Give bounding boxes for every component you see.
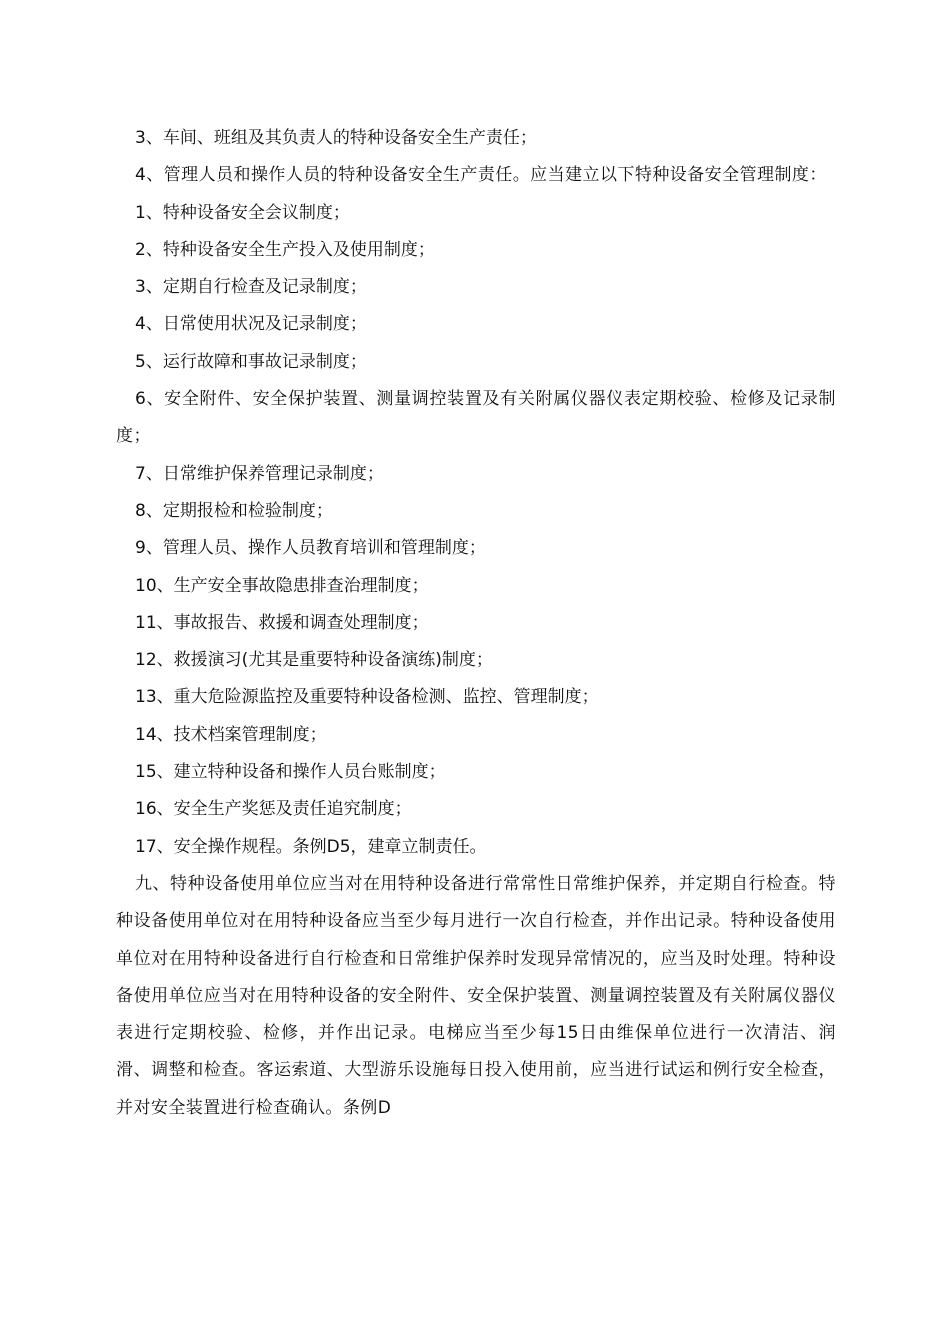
paragraph-rule-14: 14、技术档案管理制度；: [135, 724, 327, 745]
document-page: [116, 120, 836, 1127]
paragraph-item-4-management-responsibility: 4、管理人员和操作人员的特种设备安全生产责任。应当建立以下特种设备安全管理制度：: [135, 165, 827, 186]
paragraph-rule-4: 4、日常使用状况及记录制度；: [135, 314, 367, 335]
paragraph-rule-10: 10、生产安全事故隐患排查治理制度；: [135, 575, 429, 596]
paragraph-rule-12: 12、救援演习(尤其是重要特种设备演练)制度；: [135, 650, 493, 671]
paragraph-rule-13: 13、重大危险源监控及重要特种设备检测、监控、管理制度；: [135, 687, 599, 708]
paragraph-rule-8: 8、定期报检和检验制度；: [135, 500, 333, 521]
paragraph-rule-15: 15、建立特种设备和操作人员台账制度；: [135, 762, 446, 783]
paragraph-rule-6: 6、安全附件、安全保护装置、测量调控装置及有关附属仪器仪表定期校验、检修及记录制度；: [116, 389, 836, 447]
paragraph-item-3-workshop-responsibility: 3、车间、班组及其负责人的特种设备安全生产责任；: [135, 128, 537, 148]
paragraph-rule-3: 3、定期自行检查及记录制度；: [135, 277, 367, 298]
paragraph-rule-7: 7、日常维护保养管理记录制度；: [135, 463, 384, 484]
paragraph-rule-5: 5、运行故障和事故记录制度；: [135, 351, 367, 372]
paragraph-rule-16: 16、安全生产奖惩及责任追究制度；: [135, 799, 412, 820]
paragraph-section-nine: 九、特种设备使用单位应当对在用特种设备进行常常性日常维护保养，并定期自行检查。特种设备使用单位对在用特种设备应当至少每月进行一次自行检查，并作出记录。特种设备使用单位对在用特种设备进行自行检查和日常维护保养时发现异常情况的，应当及时处理。特种设备使用单位应当对在用特种设备的安全附件、安全保护装置、测量调控装置及有关附属仪器仪表进行定期校验、检修，并作出记录。电梯应当至少每15日由维保单位进行一次清洁、润滑、调整和检查。客运索道、大型游乐设施每日投入使用前，应当进行试运和例行安全检查，并对安全装置进行检查确认。条例D: [116, 873, 836, 1118]
paragraph-rule-2: 2、特种设备安全生产投入及使用制度；: [135, 239, 435, 260]
paragraph-rule-17: 17、安全操作规程。条例D5，建章立制责任。: [135, 836, 487, 857]
paragraph-rule-1: 1、特种设备安全会议制度；: [135, 202, 350, 223]
paragraph-rule-9: 9、管理人员、操作人员教育培训和管理制度；: [135, 538, 486, 559]
paragraph-rule-11: 11、事故报告、救援和调查处理制度；: [135, 612, 429, 633]
